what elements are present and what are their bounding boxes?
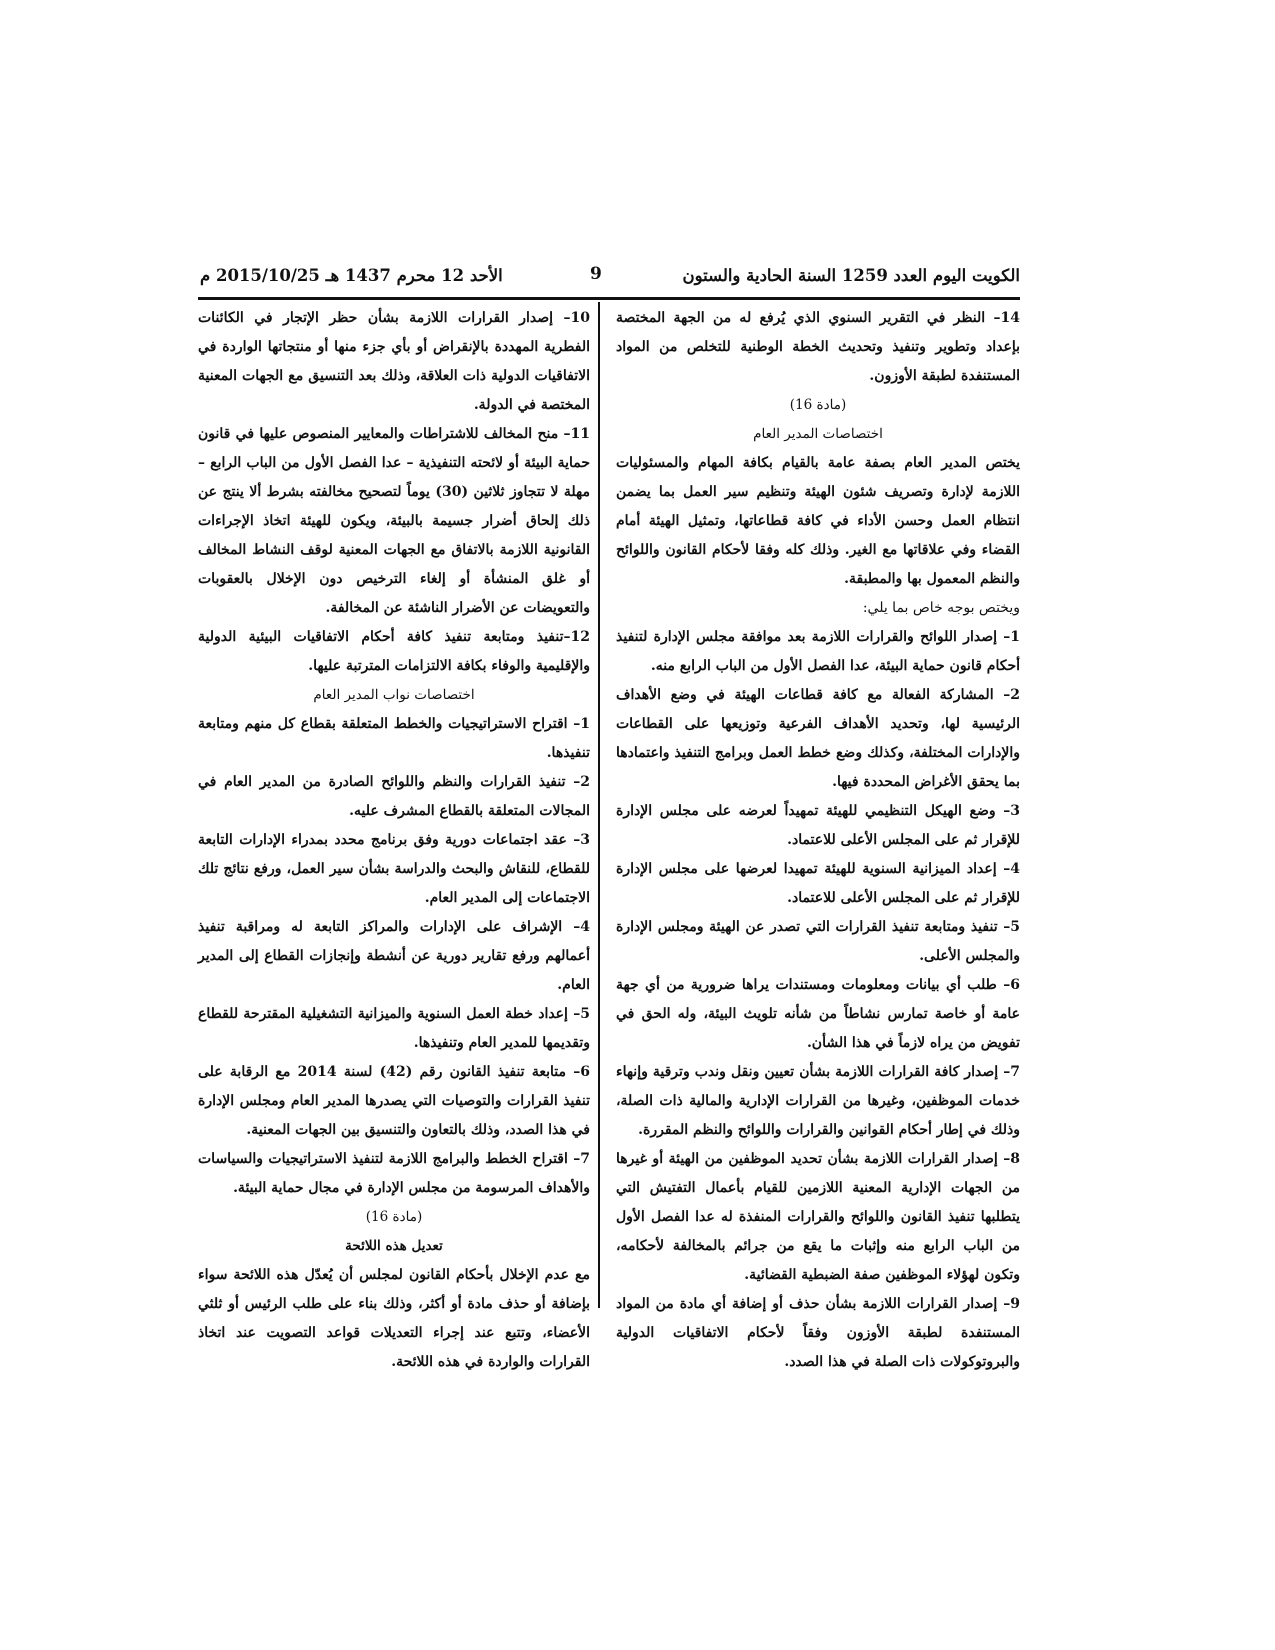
- left-column: [198, 304, 590, 1377]
- section-title-deputies: اختصاصات نواب المدير العام: [313, 687, 475, 703]
- deputy-item-1: 1– اقتراح الاستراتيجيات والخطط المتعلقة بقطاع كل منهم ومتابعة تنفيذها.: [198, 716, 590, 761]
- section-title-director-general: اختصاصات المدير العام: [753, 426, 883, 442]
- dg-item-11: 11– منح المخالف للاشتراطات والمعايير المنصوص عليها في قانون حماية البيئة أو لائحته التنفيذية – عدا الفصل الأول من الباب الرابع – مهلة لا تتجاوز ثلاثين (30) يوماً لتصحيح مخالفته بشرط ألا ينتج عن ذلك إلحاق أضرار جسيمة بالبيئة، ويكون للهيئة اتخاذ الإجراءات القانونية اللازمة بالاتفاق مع الجهات المعنية لوقف النشاط المخالف أو غلق المنشأة أو إلغاء الترخيص دون الإخلال بالعقوبات والتعويضات عن الأضرار الناشئة عن المخالفة.: [198, 426, 590, 616]
- dg-item-10: 10– إصدار القرارات اللازمة بشأن حظر الإتجار في الكائنات الفطرية المهددة بالإنقراض أو بأي جزء منها أو منتجاتها الواردة في الاتفاقيات الدولية ذات العلاقة، وذلك بعد التنسيق مع الجهات المعنية المختصة في الدولة.: [198, 310, 590, 413]
- deputy-item-4: 4– الإشراف على الإدارات والمراكز التابعة له ومراقبة تنفيذ أعمالهم ورفع تقارير دورية عن أنشطة وإنجازات القطاع إلى المدير العام.: [198, 919, 590, 993]
- dg-item-1: 1– إصدار اللوائح والقرارات اللازمة بعد موافقة مجلس الإدارة لتنفيذ أحكام قانون حماية البيئة، عدا الفصل الأول من الباب الرابع منه.: [616, 629, 1020, 674]
- page-header: [198, 258, 1020, 296]
- column-divider: [598, 302, 600, 1308]
- dg-item-6: 6– طلب أي بيانات ومعلومات ومستندات يراها ضرورية من أي جهة عامة أو خاصة تمارس نشاطاً من شأنه تلويث البيئة، وله الحق في تفويض من يراه لازماً في هذا الشأن.: [616, 977, 1020, 1051]
- header-issue-info: الكويت اليوم العدد 1259 السنة الحادية والستون: [682, 266, 1020, 285]
- director-general-intro: يختص المدير العام بصفة عامة بالقيام بكافة المهام والمسئوليات اللازمة لإدارة وتصريف شئون الهيئة وتنظيم سير العمل بما يضمن انتظام العمل وحسن الأداء في كافة قطاعاتها، وتمثيل الهيئة أمام القضاء وفي علاقاتها مع الغير. وذلك كله وفقا لأحكام القانون واللوائح والنظم المعمول بها والمطبقة.: [616, 455, 1020, 587]
- dg-item-9: 9– إصدار القرارات اللازمة بشأن حذف أو إضافة أي مادة من المواد المستنفدة لطبقة الأوزون وفقاً لأحكام الاتفاقيات الدولية والبروتوكولات ذات الصلة في هذا الصدد.: [616, 1296, 1020, 1370]
- deputy-item-2: 2– تنفيذ القرارات والنظم واللوائح الصادرة من المدير العام في المجالات المتعلقة بالقطاع المشرف عليه.: [198, 774, 590, 819]
- article-heading-amendment: (مادة 16): [365, 1209, 423, 1225]
- deputy-item-6: 6– متابعة تنفيذ القانون رقم (42) لسنة 2014 مع الرقابة على تنفيذ القرارات والتوصيات التي يصدرها المدير العام ومجلس الإدارة في هذا الصدد، وذلك بالتعاون والتنسيق بين الجهات المعنية.: [198, 1064, 590, 1138]
- deputy-item-7: 7– اقتراح الخطط والبرامج اللازمة لتنفيذ الاستراتيجيات والسياسات والأهداف المرسومة من مجلس الإدارة في مجال حماية البيئة.: [198, 1151, 590, 1196]
- article-heading: (مادة 16): [789, 397, 847, 413]
- dg-item-12: 12–تنفيذ ومتابعة تنفيذ كافة أحكام الاتفاقيات البيئية الدولية والإقليمية والوفاء بكافة الالتزامات المترتبة عليها.: [198, 629, 590, 674]
- amendment-text: مع عدم الإخلال بأحكام القانون لمجلس أن يُعدّل هذه اللائحة سواء بإضافة أو حذف مادة أو أكثر، وذلك بناء على طلب الرئيس أو ثلثي الأعضاء، وتتبع عند إجراء التعديلات قواعد التصويت عند اتخاذ القرارات والواردة في هذه اللائحة.: [198, 1267, 590, 1370]
- gazette-page: [198, 258, 1020, 1370]
- dg-item-8: 8– إصدار القرارات اللازمة بشأن تحديد الموظفين من الهيئة أو غيرها من الجهات الإدارية المعنية اللازمين للقيام بأعمال التفتيش التي يتطلبها تنفيذ القانون واللوائح والقرارات المنفذة له عدا الفصل الأول من الباب الرابع منه وإثبات ما يقع من جرائم بالمخالفة لأحكامه، وتكون لهؤلاء الموظفين صفة الضبطية القضائية.: [616, 1151, 1020, 1283]
- dg-item-3: 3– وضع الهيكل التنظيمي للهيئة تمهيداً لعرضه على مجلس الإدارة للإقرار ثم على المجلس الأعلى للاعتماد.: [616, 803, 1020, 848]
- deputy-item-3: 3– عقد اجتماعات دورية وفق برنامج محدد بمدراء الإدارات التابعة للقطاع، للنقاش والبحث والدراسة بشأن سير العمل، ورفع نتائج تلك الاجتماعات إلى المدير العام.: [198, 832, 590, 906]
- dg-item-5: 5– تنفيذ ومتابعة تنفيذ القرارات التي تصدر عن الهيئة ومجلس الإدارة والمجلس الأعلى.: [616, 919, 1020, 964]
- deputy-item-5: 5– إعداد خطة العمل السنوية والميزانية التشغيلية المقترحة للقطاع وتقديمها للمدير العام وتنفيذها.: [198, 1006, 590, 1051]
- section-title-amendment: تعديل هذه اللائحة: [345, 1238, 443, 1254]
- dg-item-4: 4– إعداد الميزانية السنوية للهيئة تمهيدا لعرضها على مجلس الإدارة للإقرار ثم على المجلس الأعلى للاعتماد.: [616, 861, 1020, 906]
- dg-item-7: 7– إصدار كافة القرارات اللازمة بشأن تعيين ونقل وندب وترقية وإنهاء خدمات الموظفين، وغيرها من القرارات الإدارية والمالية ذات الصلة، وذلك في إطار أحكام القوانين والقرارات واللوائح والنظم المقررة.: [616, 1064, 1020, 1138]
- header-rule: [198, 297, 1020, 300]
- right-column: [616, 304, 1020, 1377]
- header-date: الأحد 12 محرم 1437 هـ 2015/10/25 م: [200, 266, 503, 285]
- item-14: 14– النظر في التقرير السنوي الذي يُرفع له من الجهة المختصة بإعداد وتطوير وتنفيذ وتحديث الخطة الوطنية للتخلص من المواد المستنفدة لطبقة الأوزون.: [616, 310, 1020, 384]
- specific-duties-intro: ويختص بوجه خاص بما يلي:: [862, 600, 1020, 616]
- dg-item-2: 2– المشاركة الفعالة مع كافة قطاعات الهيئة في وضع الأهداف الرئيسية لها، وتحديد الأهداف الفرعية وتوزيعها على القطاعات والإدارات المختلفة، وكذلك وضع خطط العمل وبرامج التنفيذ واعتمادها بما يحقق الأغراض المحددة فيها.: [616, 687, 1020, 790]
- page-number: 9: [590, 264, 602, 284]
